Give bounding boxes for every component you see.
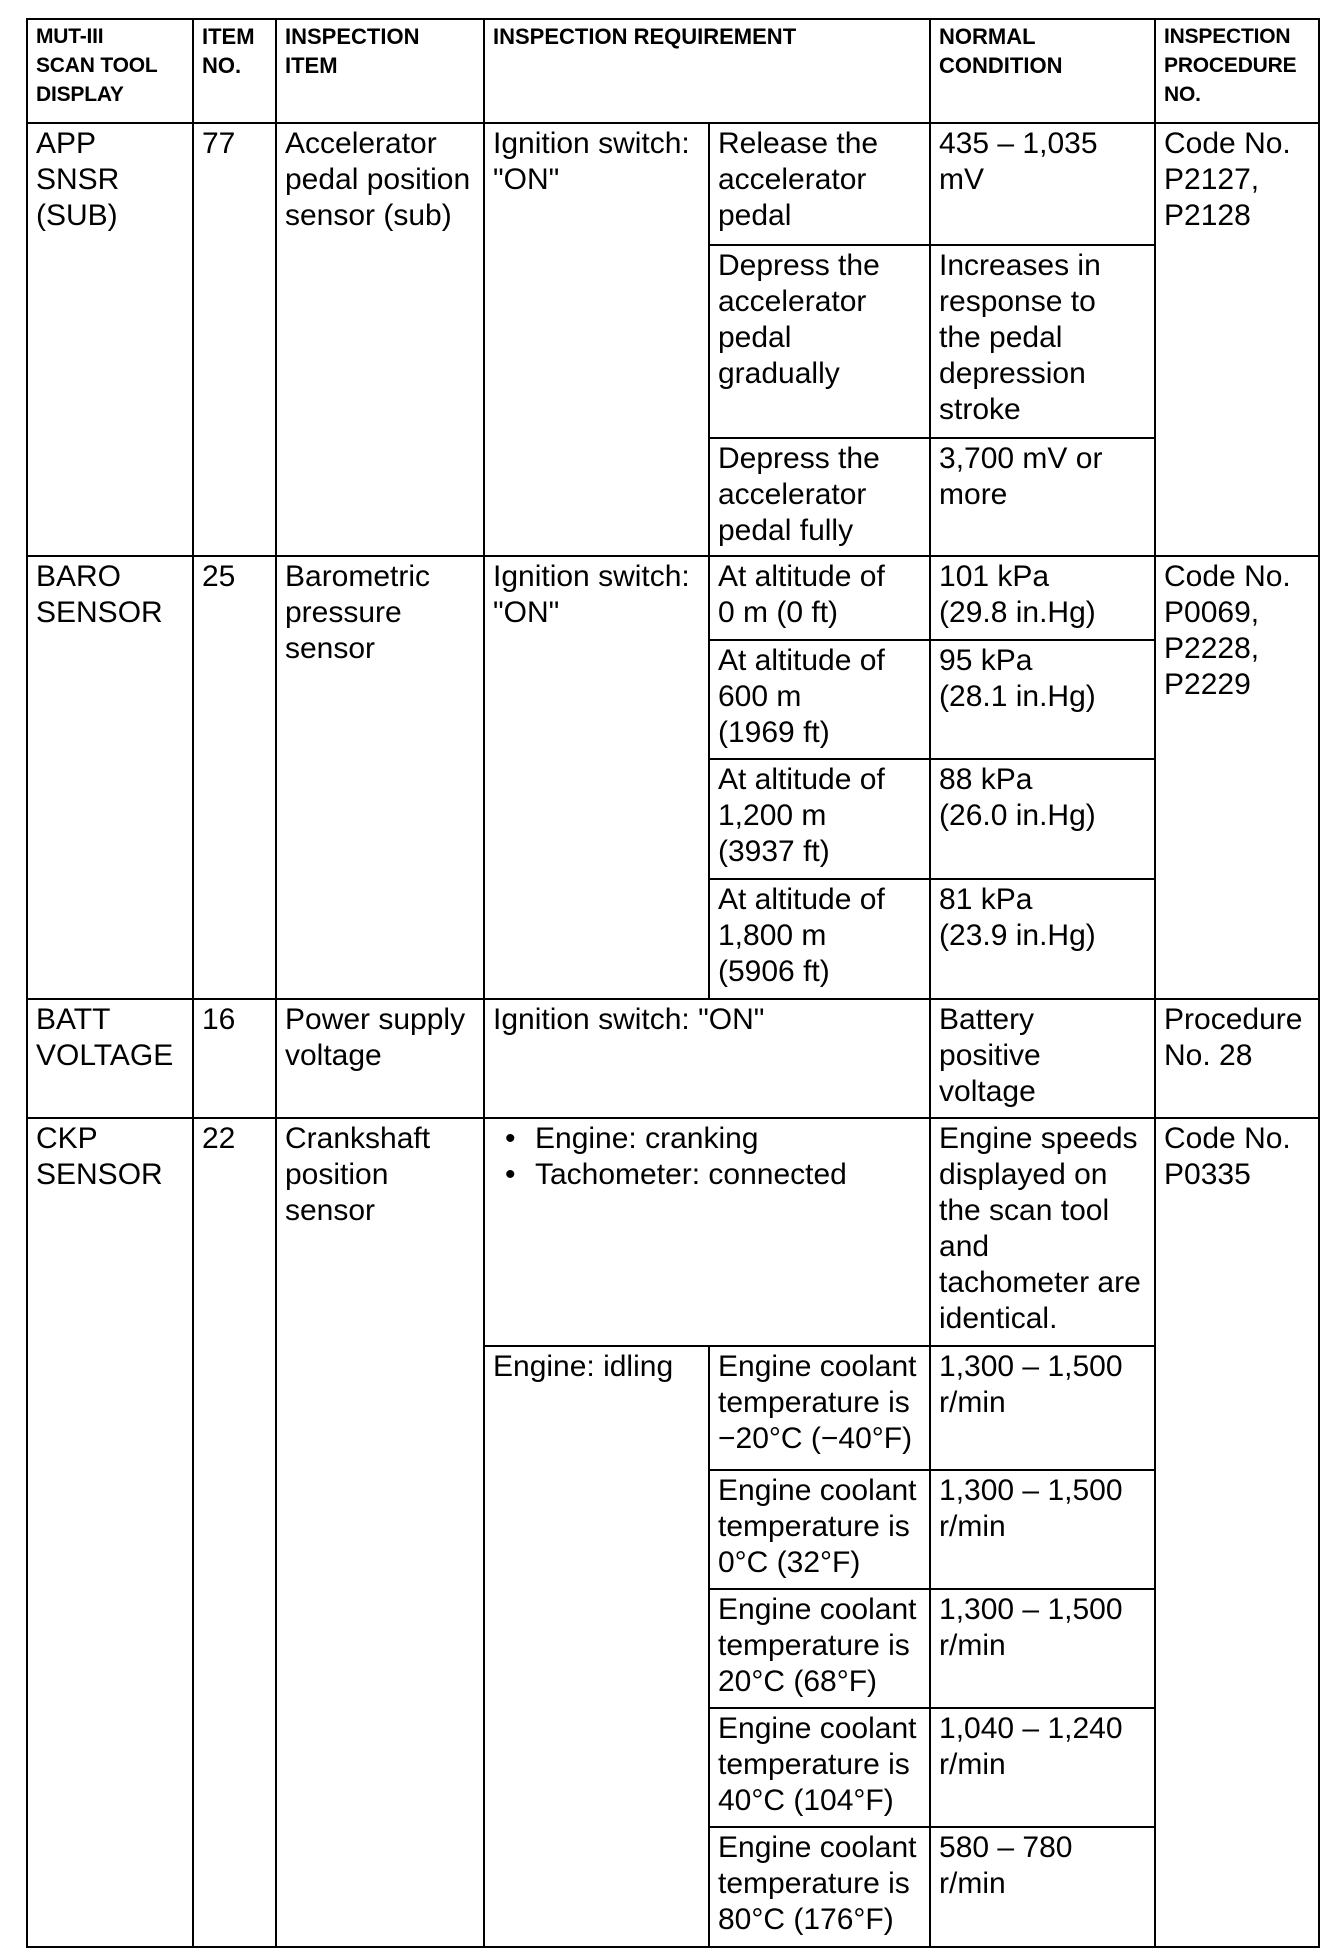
ckp-item-no: 22 <box>193 1118 276 1947</box>
app-display: APP SNSR (SUB) <box>27 123 193 556</box>
app-condition: Release the accelerator pedal <box>709 123 930 245</box>
baro-display: BARO SENSOR <box>27 556 193 999</box>
ckp-condition: Engine coolant temperature is 20°C (68°F) <box>709 1589 930 1708</box>
app-procedure: Code No. P2127, P2128 <box>1155 123 1319 556</box>
baro-condition: At altitude of 0 m (0 ft) <box>709 556 930 640</box>
baro-item: Barometric pressure sensor <box>276 556 484 999</box>
header-row <box>27 19 1319 123</box>
app-normal: 3,700 mV or more <box>930 438 1155 556</box>
inspection-document <box>26 18 1320 1948</box>
header-procedure: INSPECTION PROCEDURE NO. <box>1155 19 1319 123</box>
ckp-condition: Engine coolant temperature is 40°C (104°F) <box>709 1708 930 1827</box>
ckp-normal: 1,300 – 1,500 r/min <box>930 1346 1155 1470</box>
batt-procedure: Procedure No. 28 <box>1155 999 1319 1118</box>
app-item: Accelerator pedal position sensor (sub) <box>276 123 484 556</box>
batt-display: BATT VOLTAGE <box>27 999 193 1118</box>
ckp-condition: Engine coolant temperature is 80°C (176°F) <box>709 1827 930 1947</box>
baro-normal: 95 kPa (28.1 in.Hg) <box>930 640 1155 759</box>
ckp-display: CKP SENSOR <box>27 1118 193 1947</box>
baro-condition: At altitude of 1,800 m (5906 ft) <box>709 879 930 999</box>
ckp-idle-requirement: Engine: idling <box>484 1346 709 1947</box>
app-requirement: Ignition switch: "ON" <box>484 123 709 556</box>
app-normal: Increases in response to the pedal depression stroke <box>930 245 1155 438</box>
baro-normal: 88 kPa (26.0 in.Hg) <box>930 759 1155 879</box>
table-row <box>27 999 1319 1118</box>
app-normal: 435 – 1,035 mV <box>930 123 1155 245</box>
batt-requirement: Ignition switch: "ON" <box>484 999 930 1118</box>
baro-condition: At altitude of 1,200 m (3937 ft) <box>709 759 930 879</box>
inspection-table <box>26 18 1320 1948</box>
table-row <box>27 1118 1319 1346</box>
list-item: • Engine: cranking <box>505 1121 922 1157</box>
app-condition: Depress the accelerator pedal gradually <box>709 245 930 438</box>
ckp-item: Crankshaft position sensor <box>276 1118 484 1947</box>
ckp-condition: Engine coolant temperature is −20°C (−40°F) <box>709 1346 930 1470</box>
baro-procedure: Code No. P0069, P2228, P2229 <box>1155 556 1319 999</box>
ckp-requirement-bullets <box>484 1118 930 1346</box>
ckp-bullets-normal: Engine speeds displayed on the scan tool and tachometer are identical. <box>930 1118 1155 1346</box>
ckp-procedure: Code No. P0335 <box>1155 1118 1319 1947</box>
baro-condition: At altitude of 600 m (1969 ft) <box>709 640 930 759</box>
header-item: INSPECTION ITEM <box>276 19 484 123</box>
ckp-condition: Engine coolant temperature is 0°C (32°F) <box>709 1470 930 1589</box>
list-item: • Tachometer: connected <box>505 1157 922 1193</box>
batt-item-no: 16 <box>193 999 276 1118</box>
baro-normal: 101 kPa (29.8 in.Hg) <box>930 556 1155 640</box>
baro-item-no: 25 <box>193 556 276 999</box>
table-row <box>27 123 1319 245</box>
ckp-normal: 580 – 780 r/min <box>930 1827 1155 1947</box>
ckp-normal: 1,300 – 1,500 r/min <box>930 1470 1155 1589</box>
baro-requirement: Ignition switch: "ON" <box>484 556 709 999</box>
bullet-list <box>493 1121 922 1193</box>
baro-normal: 81 kPa (23.9 in.Hg) <box>930 879 1155 999</box>
ckp-normal: 1,040 – 1,240 r/min <box>930 1708 1155 1827</box>
batt-item: Power supply voltage <box>276 999 484 1118</box>
ckp-normal: 1,300 – 1,500 r/min <box>930 1589 1155 1708</box>
header-item-no: ITEM NO. <box>193 19 276 123</box>
app-condition: Depress the accelerator pedal fully <box>709 438 930 556</box>
header-normal: NORMAL CONDITION <box>930 19 1155 123</box>
batt-normal: Battery positive voltage <box>930 999 1155 1118</box>
app-item-no: 77 <box>193 123 276 556</box>
header-display: MUT-III SCAN TOOL DISPLAY <box>27 19 193 123</box>
header-requirement: INSPECTION REQUIREMENT <box>484 19 930 123</box>
table-row <box>27 556 1319 640</box>
